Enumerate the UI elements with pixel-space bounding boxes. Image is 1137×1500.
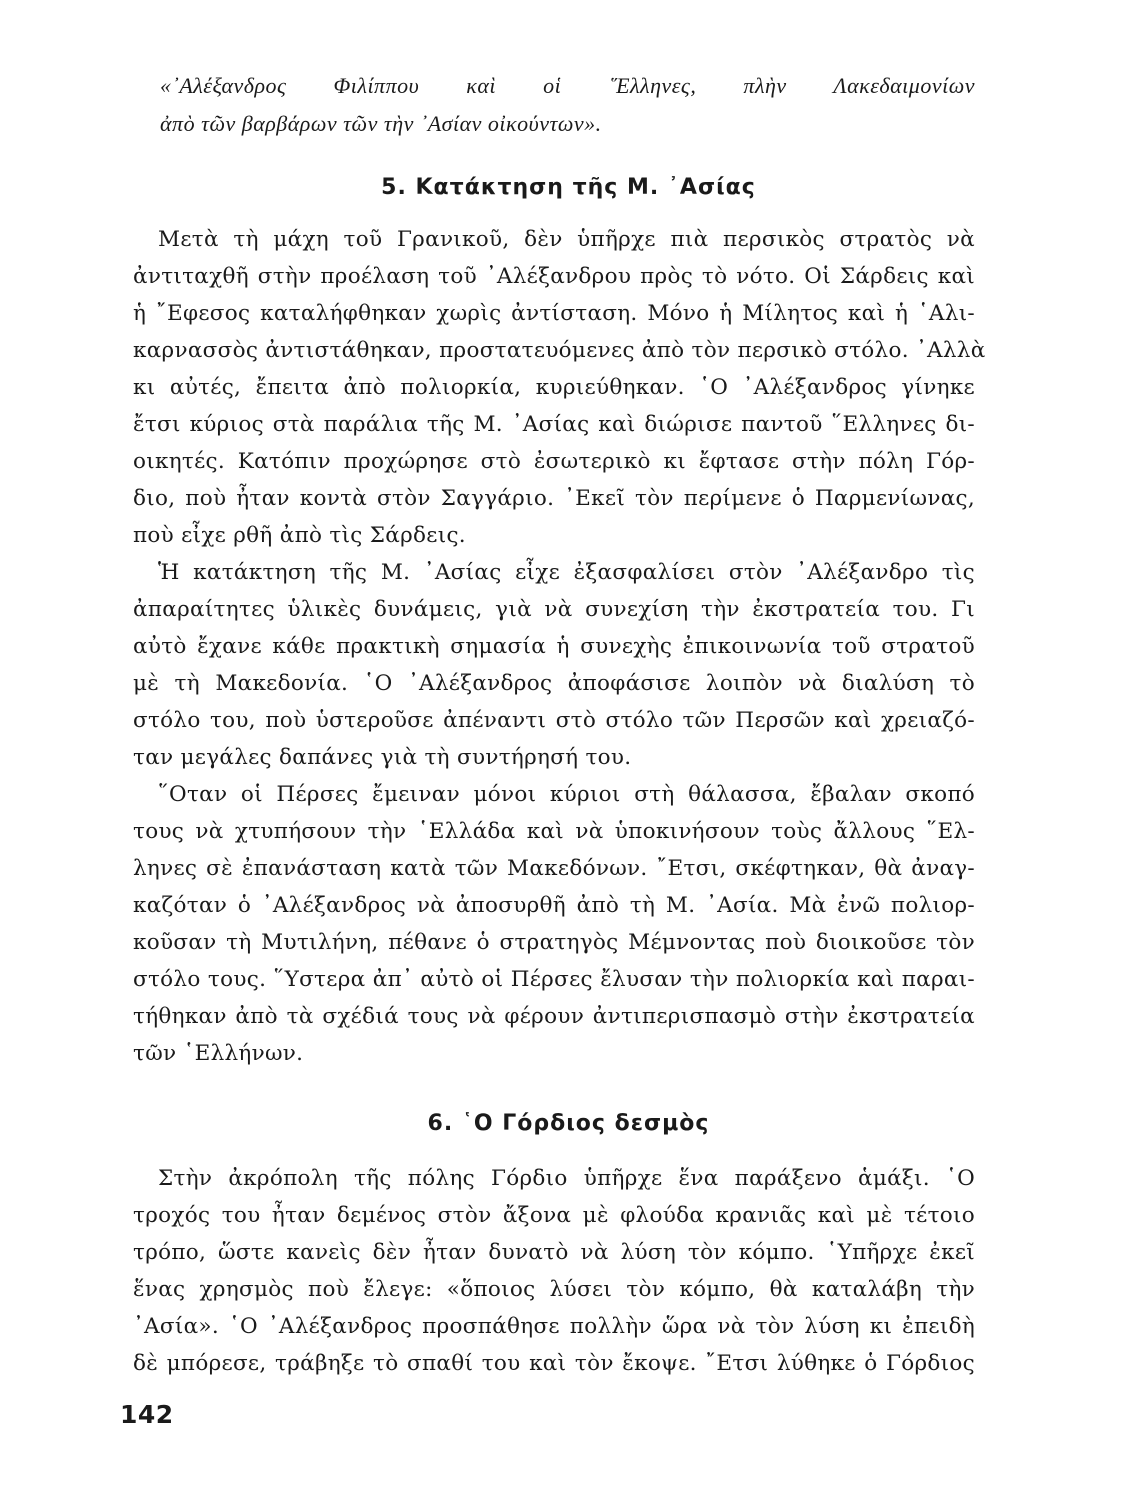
paragraph-line: ποὺ εἶχε ρθῆ ἀπὸ τὶς Σάρδεις. (133, 523, 466, 548)
paragraph-line: ἀπαραίτητες ὑλικὲς δυνάμεις, γιὰ νὰ συνεχίση τὴν ἐκστρατεία του. Γι (133, 597, 975, 622)
paragraph-line: καζόταν ὁ ᾽Αλέξανδρος νὰ ἀποσυρθῆ ἀπὸ τὴ Μ. ᾽Ασία. Μὰ ἐνῶ πολιορ- (133, 893, 975, 918)
paragraph-line: ταν μεγάλες δαπάνες γιὰ τὴ συντήρησή του. (133, 745, 632, 770)
paragraph-line: κοῦσαν τὴ Μυτιλήνη, πέθανε ὁ στρατηγὸς Μέμνοντας ποὺ διοικοῦσε τὸν (133, 930, 975, 955)
quote-line-2: ἀπὸ τῶν βαρβάρων τῶν τὴν ᾽Ασίαν οἰκούντων». (160, 111, 602, 136)
paragraph-line: ᾽Ασία». ῾Ο ᾽Αλέξανδρος προσπάθησε πολλὴν ὥρα νὰ τὸν λύση κι ἐπειδὴ (133, 1314, 975, 1339)
section-6-heading: 6. ῾Ο Γόρδιος δεσμὸς (427, 1111, 710, 1136)
paragraph-line: Στὴν ἀκρόπολη τῆς πόλης Γόρδιο ὑπῆρχε ἕνα παράξενο ἁμάξι. ῾Ο (158, 1166, 975, 1191)
paragraph-line: μὲ τὴ Μακεδονία. ῾Ο ᾽Αλέξανδρος ἀποφάσισε λοιπὸν νὰ διαλύση τὸ (133, 671, 975, 696)
paragraph-line: ἔτσι κύριος στὰ παράλια τῆς Μ. ᾽Ασίας καὶ διώρισε παντοῦ ῞Ελληνες δι- (133, 412, 975, 437)
paragraph-line: ἕνας χρησμὸς ποὺ ἔλεγε: «ὅποιος λύσει τὸν κόμπο, θὰ καταλάβη τὴν (133, 1277, 975, 1302)
paragraph-line: αὐτὸ ἔχανε κάθε πρακτικὴ σημασία ἡ συνεχὴς ἐπικοινωνία τοῦ στρατοῦ (133, 634, 975, 659)
paragraph-line: ληνες σὲ ἐπανάσταση κατὰ τῶν Μακεδόνων. ῎Ετσι, σκέφτηκαν, θὰ ἀναγ- (133, 856, 975, 881)
section-5-heading: 5. Κατάκτηση τῆς Μ. ᾽Ασίας (381, 175, 756, 200)
paragraph-line: τροχός του ἦταν δεμένος στὸν ἄξονα μὲ φλούδα κρανιᾶς καὶ μὲ τέτοιο (133, 1203, 975, 1228)
paragraph-line: στόλο τους. ῞Υστερα ἀπ᾽ αὐτὸ οἱ Πέρσες ἔλυσαν τὴν πολιορκία καὶ παραι- (133, 967, 975, 992)
paragraph-line: τους νὰ χτυπήσουν τὴν ῾Ελλάδα καὶ νὰ ὑποκινήσουν τοὺς ἄλλους ῞Ελ- (133, 819, 975, 844)
paragraph-line: ῞Οταν οἱ Πέρσες ἔμειναν μόνοι κύριοι στὴ θάλασσα, ἔβαλαν σκοπό (158, 782, 975, 807)
paragraph-line: δὲ μπόρεσε, τράβηξε τὸ σπαθί του καὶ τὸν ἔκοψε. ῎Ετσι λύθηκε ὁ Γόρδιος (133, 1351, 975, 1376)
paragraph-line: τήθηκαν ἀπὸ τὰ σχέδιά τους νὰ φέρουν ἀντιπερισπασμὸ στὴν ἐκστρατεία (133, 1004, 975, 1029)
paragraph-line: τῶν ῾Ελλήνων. (133, 1041, 304, 1066)
paragraph-line: ἡ ῎Εφεσος καταλήφθηκαν χωρὶς ἀντίσταση. Μόνο ἡ Μίλητος καὶ ἡ ῾Αλι- (133, 301, 975, 326)
paragraph-line: τρόπο, ὥστε κανεὶς δὲν ἦταν δυνατὸ νὰ λύση τὸν κόμπο. ῾Υπῆρχε ἐκεῖ (133, 1240, 975, 1265)
page-number: 142 (120, 1400, 174, 1429)
paragraph-line: διο, ποὺ ἦταν κοντὰ στὸν Σαγγάριο. ᾽Εκεῖ τὸν περίμενε ὁ Παρμενίωνας, (133, 486, 975, 511)
paragraph-line: οικητές. Κατόπιν προχώρησε στὸ ἐσωτερικὸ κι ἔφτασε στὴν πόλη Γόρ- (133, 449, 975, 474)
paragraph-line: καρνασσὸς ἀντιστάθηκαν, προστατευόμενες ἀπὸ τὸν περσικὸ στόλο. ᾽Αλλὰ (133, 338, 986, 363)
paragraph-line: Μετὰ τὴ μάχη τοῦ Γρανικοῦ, δὲν ὑπῆρχε πιὰ περσικὸς στρατὸς νὰ (158, 227, 975, 252)
paragraph-line: Ἡ κατάκτηση τῆς Μ. ᾽Ασίας εἶχε ἐξασφαλίσει στὸν ᾽Αλέξανδρο τὶς (158, 560, 975, 585)
quote-line-1: «᾽Αλέξανδρος Φιλίππου καὶ οἱ ῞Ελληνες, πλὴν Λακεδαιμονίων (160, 73, 975, 98)
paragraph-line: ἀντιταχθῆ στὴν προέλαση τοῦ ᾽Αλέξανδρου πρὸς τὸ νότο. Οἱ Σάρδεις καὶ (133, 264, 975, 289)
paragraph-line: κι αὐτές, ἔπειτα ἀπὸ πολιορκία, κυριεύθηκαν. ῾Ο ᾽Αλέξανδρος γίνηκε (133, 375, 975, 400)
paragraph-line: στόλο του, ποὺ ὑστεροῦσε ἀπέναντι στὸ στόλο τῶν Περσῶν καὶ χρειαζό- (133, 708, 975, 733)
